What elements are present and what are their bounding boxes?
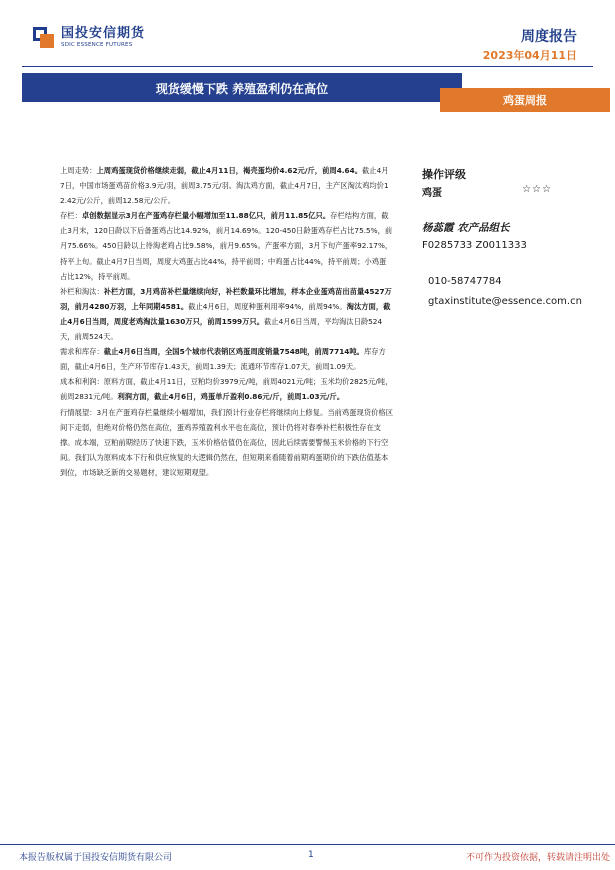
detail-text: 截止4月6日，周度种蛋利用率94%，前周94%。 — [188, 301, 347, 311]
page-number: 1 — [308, 850, 314, 860]
key-point: 上周鸡蛋现货价格继续走弱，截止4月11日，褐壳蛋均价4.62元/斤，前周4.64。 — [96, 166, 362, 175]
category-tab — [440, 88, 610, 112]
key-point: 截止4月6日当周，全国5个城市代表销区鸡蛋周度销量7548吨，前周7714吨。 — [103, 347, 364, 357]
footer-divider — [0, 844, 615, 845]
para-inventory — [60, 208, 393, 283]
detail-text: 原料方面，截止4月11日，豆粕均价3979元/吨，前周4021元/吨；玉米均价2825元/吨，前周2831元/吨。 — [60, 377, 393, 402]
logo-en-text: SDIC ESSENCE FUTURES — [61, 42, 133, 48]
category-label: 鸡蛋周报 — [503, 94, 547, 107]
section-heading: 存栏： — [60, 211, 82, 221]
para-demand-stock — [60, 344, 393, 374]
report-type: 周度报告 — [521, 29, 577, 45]
key-point: 利润方面，截止4月6日，鸡蛋单斤盈利0.86元/斤，前周1.03元/斤。 — [117, 392, 345, 402]
rating-item: 鸡蛋 — [422, 188, 442, 199]
para-cost-profit — [60, 374, 393, 404]
disclaimer-notice: 不可作为投资依据，转载请注明出处 — [465, 853, 610, 863]
section-heading: 补栏和淘汰： — [60, 286, 104, 296]
report-body — [60, 163, 393, 480]
section-heading: 需求和库存： — [60, 347, 104, 357]
rating-title: 操作评级 — [422, 168, 466, 181]
para-market-trend — [60, 163, 393, 208]
detail-text: 库存方面，截止4月6日，生产环节库存1.43天，前周1.39天；流通环节库存1.07天，前周1.09天。 — [60, 347, 386, 372]
report-date: 2023年04月11日 — [482, 49, 577, 62]
analyst-name: 杨蕊霞 农产品组长 — [422, 222, 510, 234]
section-heading: 成本和利润： — [60, 377, 104, 387]
detail-text: 3月在产蛋鸡存栏量继续小幅增加，我们预计行业存栏将继续向上修复。当前鸡蛋现货价格区间下走弱，但绝对价格仍然在高位，蛋鸡养殖盈利水平也在高位，预计仍将对春季补栏积极性存在支撑。成本端，豆粕前期经历了快速下跌，玉米价格估值仍在高位，因此后续需要警惕玉米价格的下行空间。我们认为原料成本下行和供应恢复的大逻辑仍然在，但短期来看随着前期鸡蛋期价的下跌估值基本到位，市场缺乏新的交易题材，建议短期观望。 — [60, 407, 393, 477]
header-divider — [22, 66, 593, 67]
report-title: 现货缓慢下跌 养殖盈利仍在高位 — [155, 82, 329, 96]
detail-text: 截止4月6日当周，平均淘汰日龄524天，前周524天。 — [60, 316, 383, 342]
title-bar — [22, 73, 462, 102]
para-restock-cull — [60, 284, 393, 344]
detail-text: 存栏结构方面，截止3月末，120日龄以下后备蛋鸡占比14.92%，前月14.69%。120-450日龄蛋鸡存栏占比75.5%，前月75.66%。450日龄以上待淘老鸡占比9.58%，前月9.65%。产蛋率方面，3月下旬产蛋率92.17%，持平上旬。截止4月7日当周，周度大鸡蛋占比44%，持平前周；中鸡蛋占比44%，持平前周；小鸡蛋占比12%，持平前周。 — [60, 211, 393, 281]
contact-email[interactable]: gtaxinstitute@essence.com.cn — [428, 296, 582, 307]
company-logo — [33, 27, 145, 49]
detail-text: 截止4月7日，中国市场蛋鸡苗价格3.9元/羽，前周3.75元/羽。淘汰鸡方面，截止4月7日，主产区淘汰鸡均价12.42元/公斤，前周12.58元/公斤。 — [60, 166, 389, 206]
section-heading: 行情展望： — [60, 407, 97, 417]
rating-row — [422, 184, 552, 199]
copyright-notice: 本报告版权属于国投安信期货有限公司 — [19, 853, 173, 863]
contact-phone: 010-58747784 — [428, 276, 502, 287]
logo-cn-text: 国投安信期货 — [61, 26, 146, 41]
analyst-license-ids: F0285733 Z0011333 — [422, 240, 527, 251]
rating-stars-icon: ☆☆☆ — [522, 184, 552, 195]
section-heading: 上周走势： — [60, 166, 97, 175]
logo-mark-icon — [33, 27, 55, 49]
key-point: 卓创数据显示3月在产蛋鸡存栏量小幅增加至11.88亿只，前月11.85亿只。 — [81, 211, 331, 221]
para-outlook — [60, 405, 393, 480]
key-point: 补栏方面，3月鸡苗补栏量继续向好，补栏数量环比增加，样本企业蛋鸡苗出苗量4527万羽，前月4280万羽，上年同期4581。 — [60, 286, 392, 311]
key-point: 淘汰方面，截止4月6日当周，周度老鸡淘汰量1630万只，前周1599万只。 — [60, 301, 391, 326]
